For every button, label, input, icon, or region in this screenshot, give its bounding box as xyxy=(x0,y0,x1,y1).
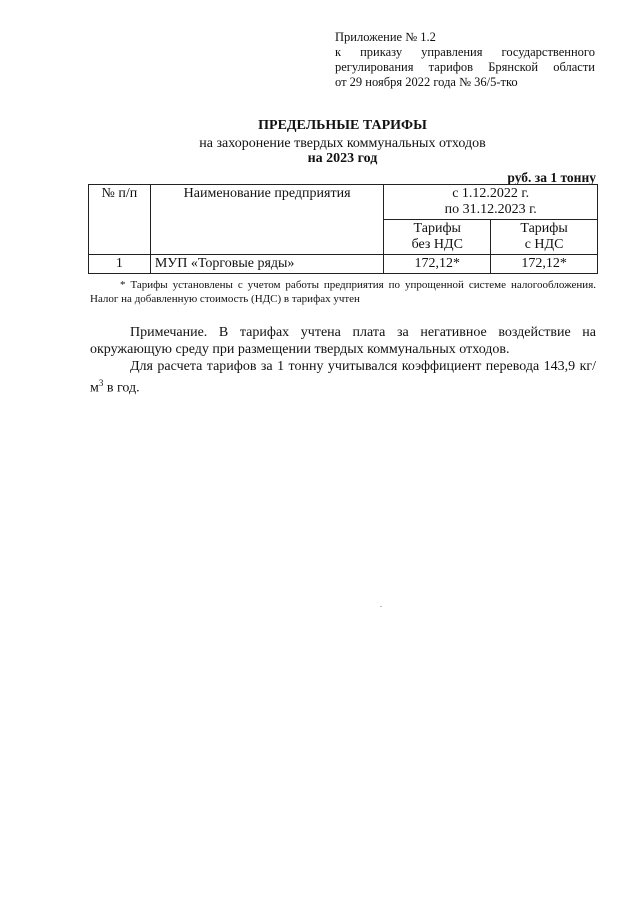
header-tariff-vat xyxy=(491,220,598,255)
header-tariff-vat-l1: Тарифы xyxy=(520,221,568,236)
row-tariff-no-vat: 172,12* xyxy=(384,255,491,274)
table-header-row xyxy=(89,185,598,220)
document-year: на 2023 год xyxy=(307,151,378,166)
note-paragraph: Примечание. В тарифах учтена плата за негативное воздействие на окружающую среду при размещении твердых коммунальных отходов. xyxy=(90,325,596,357)
row-tariff-vat: 172,12* xyxy=(491,255,598,274)
scan-speck xyxy=(380,606,382,607)
header-tariff-vat-l2: с НДС xyxy=(524,237,564,252)
header-period xyxy=(384,185,598,220)
period-to: по 31.12.2023 г. xyxy=(444,202,537,217)
header-enterprise: Наименование предприятия xyxy=(150,185,384,255)
header-tariff-no-vat xyxy=(384,220,491,255)
row-number: 1 xyxy=(89,255,151,274)
header-tariff-no-vat-l1: Тарифы xyxy=(413,221,461,236)
appendix-header xyxy=(335,30,595,90)
period-from: с 1.12.2022 г. xyxy=(452,186,530,201)
header-number: № п/п xyxy=(89,185,151,255)
appendix-date: от 29 ноября 2022 года № 36/5-тко xyxy=(335,75,518,89)
coefficient-tail: в год. xyxy=(103,380,140,396)
header-tariff-no-vat-l2: без НДС xyxy=(411,237,463,252)
document-subtitle: на захоронение твердых коммунальных отходов xyxy=(199,136,486,151)
appendix-number: Приложение № 1.2 xyxy=(335,30,436,44)
unit-label: руб. за 1 тонну xyxy=(507,170,596,185)
row-enterprise: МУП «Торговые ряды» xyxy=(150,255,384,274)
appendix-authority: регулирования тарифов Брянской области xyxy=(335,60,595,74)
cubic-superscript: 3 xyxy=(98,378,104,388)
coefficient-text: Для расчета тарифов за 1 тонну учитывался коэффициент перевода 143,9 кг/м xyxy=(90,359,596,396)
appendix-order-ref: к приказу управления государственного xyxy=(335,45,595,59)
footnote: * Тарифы установлены с учетом работы предприятия по упрощенной системе налогообложения. Налог на добавленную стоимость (НДС) в тарифах учтен xyxy=(90,279,596,305)
table-row xyxy=(89,255,598,274)
coefficient-paragraph xyxy=(90,358,596,397)
tariffs-table xyxy=(88,184,598,274)
document-title: ПРЕДЕЛЬНЫЕ ТАРИФЫ xyxy=(258,118,427,133)
